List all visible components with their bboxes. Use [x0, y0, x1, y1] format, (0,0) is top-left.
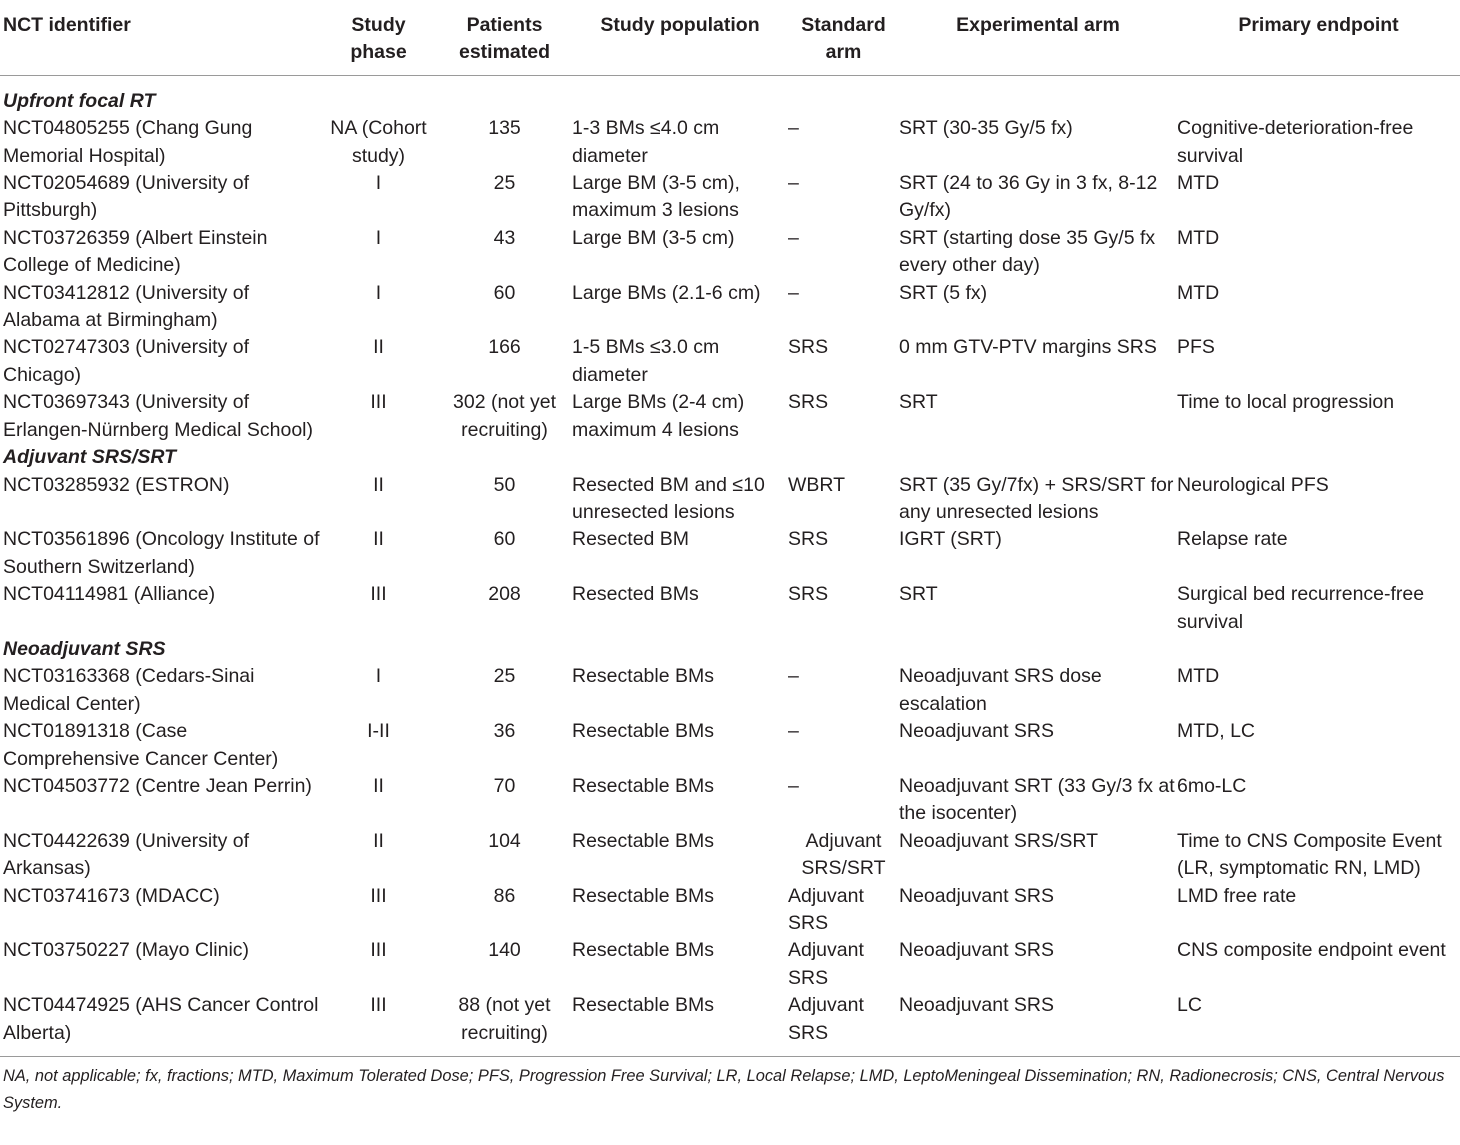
cell-primary-endpoint: MTD [1177, 665, 1220, 688]
header-row [0, 0, 1460, 75]
table-row [0, 170, 1460, 225]
cell-study-population: Resectable BMs [572, 884, 714, 907]
table-row [0, 937, 1460, 992]
cell-standard-arm: SRS [788, 528, 829, 551]
cell-nct-identifier: NCT02054689 (University of Pittsburgh) [3, 172, 250, 222]
table-body [0, 75, 1460, 1047]
table-row [0, 992, 1460, 1047]
cell-study-population: Resected BM [572, 528, 690, 551]
cell-primary-endpoint: MTD [1177, 172, 1220, 195]
cell-study-phase: II [373, 528, 384, 551]
cell-patients-estimated: 166 [488, 336, 521, 359]
cell-standard-arm: – [788, 117, 799, 140]
cell-study-phase: II [373, 829, 384, 852]
cell-experimental-arm: SRT (5 fx) [899, 281, 988, 304]
cell-nct-identifier: NCT04805255 (Chang Gung Memorial Hospital) [3, 117, 253, 167]
cell-nct-identifier: NCT04114981 (Alliance) [3, 583, 216, 606]
cell-standard-arm: SRS [788, 583, 829, 606]
header-standard-label: Standard arm [801, 14, 886, 64]
cell-primary-endpoint: LC [1177, 994, 1202, 1017]
cell-experimental-arm: SRT (starting dose 35 Gy/5 fx every other day) [899, 226, 1156, 277]
table-header [0, 0, 1460, 75]
cell-experimental-arm: Neoadjuvant SRS [899, 884, 1055, 907]
cell-nct-identifier: NCT03750227 (Mayo Clinic) [3, 939, 250, 962]
cell-patients-estimated: 86 [493, 884, 516, 907]
cell-primary-endpoint: Surgical bed recurrence-free survival [1177, 583, 1425, 633]
cell-standard-arm: Adjuvant SRS [788, 884, 864, 934]
cell-study-population: Large BM (3-5 cm) [572, 226, 735, 249]
cell-experimental-arm: SRT [899, 391, 938, 414]
cell-nct-identifier: NCT03285932 (ESTRON) [3, 473, 230, 496]
cell-study-population: Resectable BMs [572, 994, 714, 1017]
cell-standard-arm: – [788, 665, 799, 688]
cell-primary-endpoint: PFS [1177, 336, 1215, 359]
cell-experimental-arm: SRT (30-35 Gy/5 fx) [899, 117, 1073, 140]
cell-experimental-arm: SRT (35 Gy/7fx) + SRS/SRT for any unresected lesions [899, 473, 1174, 523]
cell-study-population: Resectable BMs [572, 720, 714, 743]
cell-primary-endpoint: Time to local progression [1177, 391, 1395, 414]
cell-patients-estimated: 70 [493, 774, 516, 797]
cell-patients-estimated: 50 [493, 473, 516, 496]
section-header-row [0, 75, 1460, 115]
table-row [0, 115, 1460, 170]
cell-experimental-arm: Neoadjuvant SRS dose escalation [899, 665, 1102, 715]
header-standard [788, 0, 899, 75]
cell-nct-identifier: NCT04422639 (University of Arkansas) [3, 829, 250, 880]
section-header-row [0, 444, 1460, 471]
header-endpoint: Primary endpoint [1177, 0, 1460, 75]
table-row [0, 280, 1460, 335]
cell-patients-estimated: 140 [488, 939, 521, 962]
cell-nct-identifier: NCT03726359 (Albert Einstein College of Medicine) [3, 226, 268, 277]
cell-experimental-arm: IGRT (SRT) [899, 528, 1002, 551]
section-header-row [0, 636, 1460, 663]
cell-experimental-arm: Neoadjuvant SRS [899, 939, 1055, 962]
cell-patients-estimated: 135 [488, 117, 521, 140]
cell-study-population: 1-3 BMs ≤4.0 cm diameter [572, 117, 720, 167]
cell-nct-identifier: NCT03561896 (Oncology Institute of Southern Switzerland) [3, 528, 320, 578]
cell-patients-estimated: 104 [488, 829, 521, 852]
table-row [0, 389, 1460, 444]
cell-study-phase: II [373, 336, 384, 359]
cell-experimental-arm: Neoadjuvant SRS [899, 994, 1055, 1017]
section-title: Adjuvant SRS/SRT [3, 446, 176, 469]
cell-study-phase: II [373, 473, 384, 496]
cell-patients-estimated: 88 (not yet recruiting) [458, 994, 551, 1044]
cell-patients-estimated: 43 [493, 226, 516, 249]
cell-study-population: Resected BMs [572, 583, 699, 606]
cell-experimental-arm: 0 mm GTV-PTV margins SRS [899, 336, 1157, 359]
cell-nct-identifier: NCT04474925 (AHS Cancer Control Alberta) [3, 994, 319, 1044]
header-population: Study population [572, 0, 788, 75]
header-phase-label: Study phase [350, 14, 407, 64]
cell-study-phase: III [370, 884, 387, 907]
cell-patients-estimated: 25 [493, 665, 516, 688]
table-row [0, 472, 1460, 527]
cell-study-population: Resectable BMs [572, 829, 714, 852]
cell-standard-arm: – [788, 720, 799, 743]
cell-study-phase: III [370, 994, 387, 1017]
cell-standard-arm: Adjuvant SRS/SRT [801, 829, 886, 880]
cell-nct-identifier: NCT03741673 (MDACC) [3, 884, 220, 907]
cell-primary-endpoint: MTD [1177, 281, 1220, 304]
cell-nct-identifier: NCT02747303 (University of Chicago) [3, 336, 250, 386]
header-experimental: Experimental arm [899, 0, 1177, 75]
cell-primary-endpoint: CNS composite endpoint event [1177, 939, 1446, 962]
cell-study-population: Large BMs (2.1-6 cm) [572, 281, 761, 304]
table-row [0, 663, 1460, 718]
cell-study-population: 1-5 BMs ≤3.0 cm diameter [572, 336, 720, 386]
cell-experimental-arm: SRT [899, 583, 938, 606]
cell-standard-arm: – [788, 226, 799, 249]
section-title: Upfront focal RT [3, 89, 156, 112]
cell-experimental-arm: Neoadjuvant SRS [899, 720, 1055, 743]
cell-study-population: Resectable BMs [572, 939, 714, 962]
cell-study-phase: III [370, 939, 387, 962]
cell-nct-identifier: NCT04503772 (Centre Jean Perrin) [3, 774, 312, 797]
header-nct: NCT identifier [0, 0, 320, 75]
cell-study-phase: I [375, 226, 382, 249]
cell-standard-arm: – [788, 281, 799, 304]
table-row [0, 334, 1460, 389]
cell-study-population: Large BM (3-5 cm), maximum 3 lesions [572, 172, 740, 222]
cell-primary-endpoint: Cognitive-deterioration-free survival [1177, 117, 1414, 167]
cell-experimental-arm: Neoadjuvant SRT (33 Gy/3 fx at the isocenter) [899, 774, 1175, 825]
cell-study-population: Resected BM and ≤10 unresected lesions [572, 473, 765, 523]
header-patients [437, 0, 572, 75]
cell-primary-endpoint: MTD, LC [1177, 720, 1255, 743]
cell-standard-arm: – [788, 774, 799, 797]
cell-study-population: Resectable BMs [572, 665, 714, 688]
cell-study-phase: I-II [367, 720, 390, 743]
cell-study-phase: I [375, 281, 382, 304]
cell-patients-estimated: 302 (not yet recruiting) [453, 391, 556, 441]
cell-standard-arm: – [788, 172, 799, 195]
cell-study-phase: II [373, 774, 384, 797]
cell-primary-endpoint: 6mo-LC [1177, 774, 1247, 797]
cell-nct-identifier: NCT03412812 (University of Alabama at Birmingham) [3, 281, 250, 332]
cell-patients-estimated: 60 [493, 528, 516, 551]
cell-standard-arm: SRS [788, 391, 829, 414]
cell-nct-identifier: NCT03163368 (Cedars-Sinai Medical Center) [3, 665, 255, 715]
table-row [0, 718, 1460, 773]
cell-standard-arm: Adjuvant SRS [788, 994, 864, 1044]
cell-patients-estimated: 36 [493, 720, 516, 743]
header-phase [320, 0, 437, 75]
cell-nct-identifier: NCT01891318 (Case Comprehensive Cancer Center) [3, 720, 279, 770]
table-row [0, 526, 1460, 581]
cell-experimental-arm: SRT (24 to 36 Gy in 3 fx, 8-12 Gy/fx) [899, 172, 1158, 222]
cell-study-phase: I [375, 172, 382, 195]
header-patients-label: Patients estimated [458, 14, 551, 64]
cell-standard-arm: Adjuvant SRS [788, 939, 864, 989]
cell-primary-endpoint: Neurological PFS [1177, 473, 1329, 496]
table-footnote: NA, not applicable; fx, fractions; MTD, Maximum Tolerated Dose; PFS, Progression Free Survival; LR, Local Relapse; LMD, LeptoMeningeal Dissemination; RN, Radionecrosis; CNS, Central Nervous System. [0, 1056, 1460, 1117]
table-row [0, 773, 1460, 828]
section-title: Neoadjuvant SRS [3, 637, 166, 660]
cell-patients-estimated: 25 [493, 172, 516, 195]
cell-study-phase: III [370, 583, 387, 606]
table-row [0, 883, 1460, 938]
table-row [0, 828, 1460, 883]
cell-primary-endpoint: LMD free rate [1177, 884, 1297, 907]
cell-study-population: Large BMs (2-4 cm) maximum 4 lesions [572, 391, 745, 441]
cell-study-phase: III [370, 391, 387, 414]
cell-standard-arm: SRS [788, 336, 829, 359]
cell-patients-estimated: 208 [488, 583, 521, 606]
cell-primary-endpoint: Relapse rate [1177, 528, 1288, 551]
cell-primary-endpoint: Time to CNS Composite Event (LR, symptomatic RN, LMD) [1177, 829, 1442, 880]
cell-study-phase: NA (Cohort study) [330, 117, 427, 167]
cell-study-phase: I [375, 665, 382, 688]
cell-standard-arm: WBRT [788, 473, 846, 496]
cell-primary-endpoint: MTD [1177, 226, 1220, 249]
cell-patients-estimated: 60 [493, 281, 516, 304]
table-row [0, 581, 1460, 636]
cell-experimental-arm: Neoadjuvant SRS/SRT [899, 829, 1099, 852]
cell-study-population: Resectable BMs [572, 774, 714, 797]
table-row [0, 225, 1460, 280]
cell-nct-identifier: NCT03697343 (University of Erlangen-Nürnberg Medical School) [3, 391, 313, 441]
